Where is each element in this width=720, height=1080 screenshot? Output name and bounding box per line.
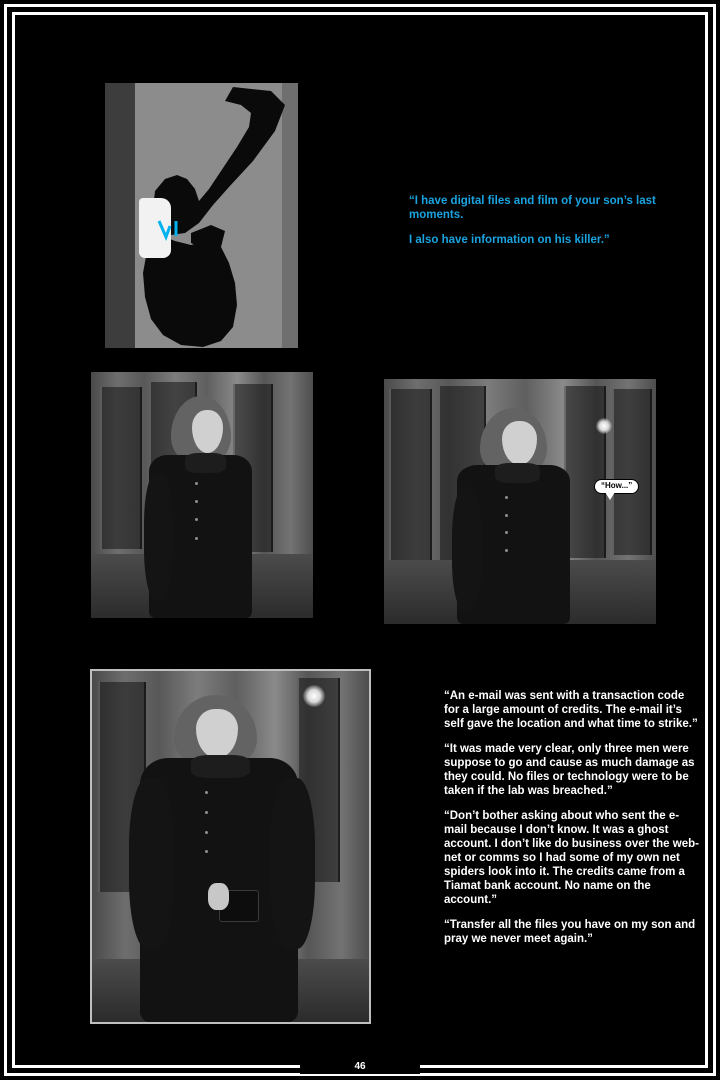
cyan-eye-marking-icon [157,218,183,244]
caption-cyan-line-2: I also have information on his killer.” [409,234,610,247]
caption-white-dialogue [444,689,701,946]
panel-3-collar [495,463,540,483]
panel-figure-full-body [90,669,371,1024]
panel-4-arm-left [129,778,174,950]
panel-3-door-far-right [612,389,651,556]
panel-3-figure [455,404,580,625]
panel-2-photo [91,372,313,618]
caption-white-line-3: “Don’t bother asking about who sent the e-mail because I don’t know. It was a ghost account. I don’t like do business over the web-net or comms so I had some of my own net spiders look into it. The credits came from a Tiamat bank account. No name on the account.” [444,810,699,907]
panel-4-arm-right [270,778,315,950]
panel-3-door-left [389,389,431,561]
panel-2-figure [144,392,264,618]
panel-2-door-left [100,387,142,549]
caption-white-line-1: “An e-mail was sent with a transaction code for a large amount of credits. The e-mail it’s self gave the location and what time to strike.” [444,690,698,731]
panel-2-arm [144,473,173,600]
caption-white-line-4: “Transfer all the files you have on my son and pray we never meet again.” [444,919,696,946]
caption-cyan-line-1: “I have digital files and film of your son’s last moments. [409,195,656,222]
panel-3-photo [384,379,656,624]
speech-bubble-how: “How...” [594,479,639,494]
panel-figure-speaking [384,379,656,624]
panel-4-collar [191,755,249,778]
panel-2-collar [185,453,226,473]
panel-figure-side-view [91,372,313,618]
caption-cyan-dialogue [409,194,671,247]
page-number: 46 [300,1060,420,1074]
panel-4-hand [208,883,229,909]
panel-3-arm [452,487,482,610]
page-canvas [19,19,701,1061]
panel-4-photo [92,671,369,1022]
panel-4-figure [136,692,308,1022]
caption-white-line-2: “It was made very clear, only three men were suppose to go and cause as much damage as they could. No files or technology were to be taken if the lab was breached.” [444,743,695,798]
panel-posterized-silhouette [105,83,298,348]
